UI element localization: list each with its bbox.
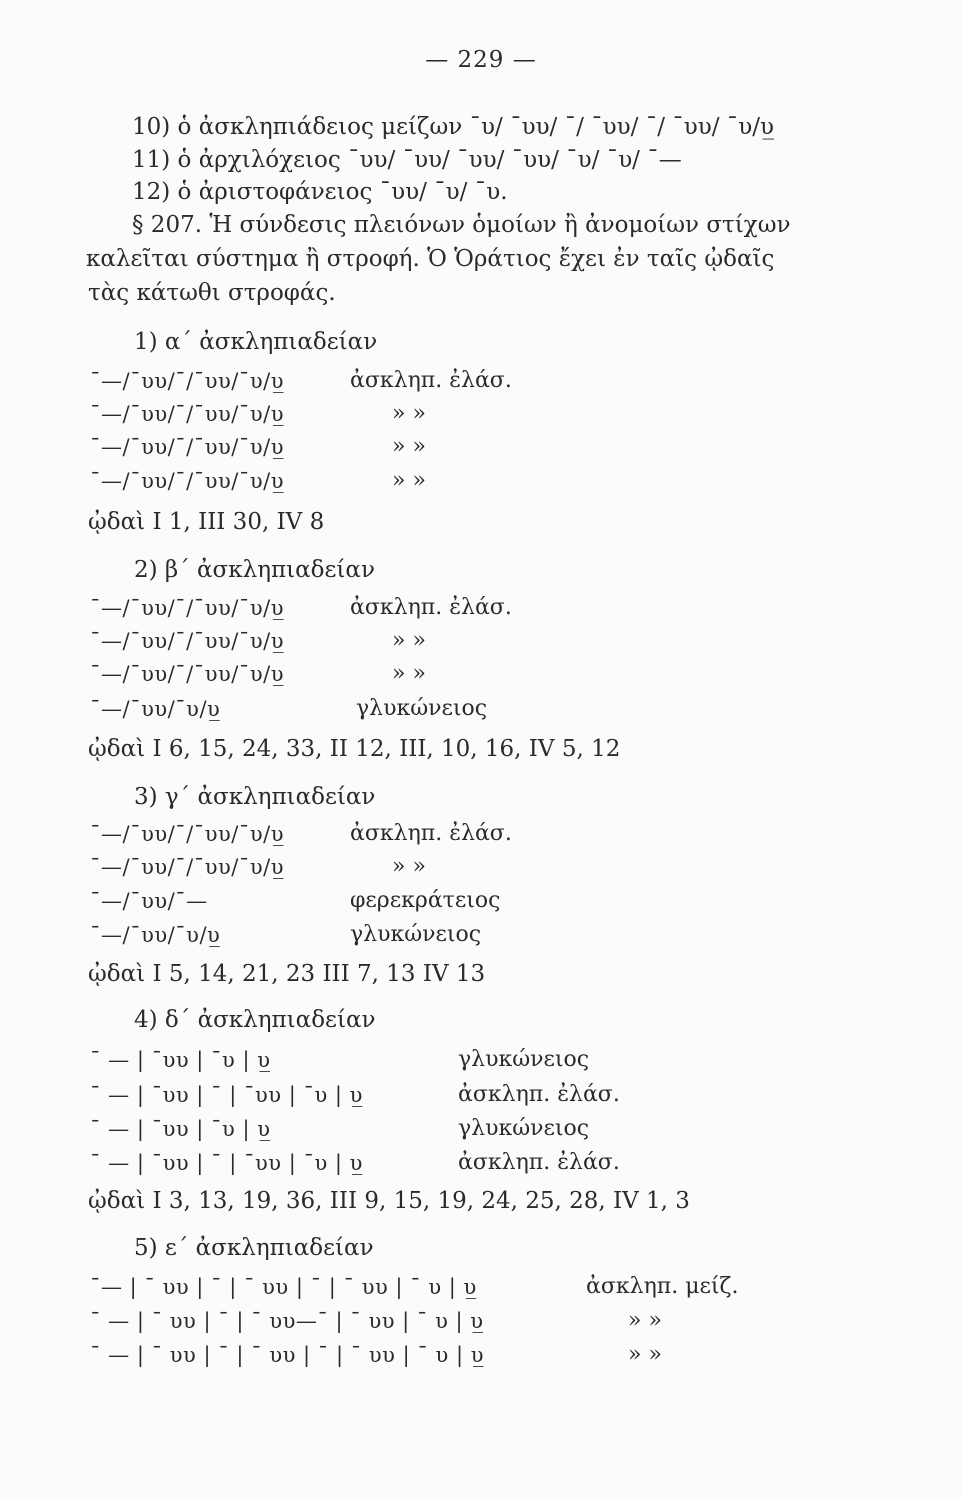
section-2-label-4: γλυκώνειος [356, 696, 488, 721]
section-4-label-4: ἀσκληπ. ἐλάσ. [458, 1150, 620, 1175]
section-2-meter-4: ˉ—/ˉυυ/ˉυ/υ̲ [90, 697, 221, 721]
section-5-meter-3: ˉ — | ˉ υυ | ˉ | ˉ υυ | ˉ | ˉ υυ | ˉ υ | υ̲ [90, 1343, 484, 1367]
section-5-label-1: ἀσκληπ. μείζ. [586, 1274, 739, 1299]
paragraph-207-line-2: καλεῖται σύστημα ἢ στροφή. Ὁ Ὁράτιος ἔχει ἐν ταῖς ᾠδαῖς [86, 246, 775, 272]
section-1-label-2: » » [392, 401, 426, 426]
section-1-label-4: » » [392, 468, 426, 493]
intro-line-11: 11) ὁ ἀρχιλόχειος ˉυυ/ ˉυυ/ ˉυυ/ ˉυυ/ ˉυ/ ˉυ/ ˉ— [132, 147, 682, 173]
section-1-heading: 1) α΄ ἀσκληπιαδείαν [134, 329, 378, 355]
section-2-meter-2: ˉ—/ˉυυ/ˉ/ˉυυ/ˉυ/υ̲ [90, 629, 284, 653]
page-number: — 229 — [425, 47, 537, 73]
section-1-meter-4: ˉ—/ˉυυ/ˉ/ˉυυ/ˉυ/υ̲ [90, 469, 284, 493]
section-2-meter-1: ˉ—/ˉυυ/ˉ/ˉυυ/ˉυ/υ̲ [90, 596, 284, 620]
section-4-meter-4: ˉ — | ˉυυ | ˉ | ˉυυ | ˉυ | υ̲ [90, 1151, 363, 1175]
section-4-odes: ᾠδαὶ I 3, 13, 19, 36, III 9, 15, 19, 24, 25, 28, IV 1, 3 [88, 1188, 690, 1214]
section-1-label-1: ἀσκληπ. ἐλάσ. [350, 368, 512, 393]
section-3-meter-1: ˉ—/ˉυυ/ˉ/ˉυυ/ˉυ/υ̲ [90, 822, 284, 846]
section-3-label-4: γλυκώνειος [350, 922, 482, 947]
section-1-meter-2: ˉ—/ˉυυ/ˉ/ˉυυ/ˉυ/υ̲ [90, 402, 284, 426]
section-5-label-2: » » [628, 1308, 662, 1333]
section-3-heading: 3) γ΄ ἀσκληπιαδείαν [134, 784, 376, 810]
section-5-meter-2: ˉ — | ˉ υυ | ˉ | ˉ υυ—ˉ | ˉ υυ | ˉ υ | υ̲ [90, 1309, 484, 1333]
section-2-heading: 2) β΄ ἀσκληπιαδείαν [134, 557, 375, 583]
section-4-label-2: ἀσκληπ. ἐλάσ. [458, 1082, 620, 1107]
section-4-meter-3: ˉ — | ˉυυ | ˉυ | υ̲ [90, 1117, 271, 1141]
section-4-label-1: γλυκώνειος [458, 1047, 590, 1072]
section-4-meter-2: ˉ — | ˉυυ | ˉ | ˉυυ | ˉυ | υ̲ [90, 1083, 363, 1107]
paragraph-207-line-1: § 207. Ἡ σύνδεσις πλειόνων ὁμοίων ἢ ἀνομοίων στίχων [132, 212, 791, 238]
section-3-label-3: φερεκράτειος [350, 888, 501, 913]
section-1-label-3: » » [392, 434, 426, 459]
section-3-meter-3: ˉ—/ˉυυ/ˉ— [90, 889, 208, 913]
section-4-meter-1: ˉ — | ˉυυ | ˉυ | υ̲ [90, 1048, 271, 1072]
section-2-label-1: ἀσκληπ. ἐλάσ. [350, 595, 512, 620]
section-4-heading: 4) δ΄ ἀσκληπιαδείαν [134, 1007, 376, 1033]
section-3-label-2: » » [392, 854, 426, 879]
section-2-meter-3: ˉ—/ˉυυ/ˉ/ˉυυ/ˉυ/υ̲ [90, 662, 284, 686]
section-2-label-3: » » [392, 661, 426, 686]
intro-line-10: 10) ὁ ἀσκληπιάδειος μείζων ˉυ/ ˉυυ/ ˉ/ ˉυυ/ ˉ/ ˉυυ/ ˉυ/υ̲ [132, 114, 775, 140]
section-5-label-3: » » [628, 1342, 662, 1367]
section-5-heading: 5) ε΄ ἀσκληπιαδείαν [134, 1235, 374, 1261]
intro-line-12: 12) ὁ ἀριστοφάνειος ˉυυ/ ˉυ/ ˉυ. [132, 179, 508, 205]
section-1-odes: ᾠδαὶ I 1, III 30, IV 8 [88, 509, 325, 535]
section-3-odes: ᾠδαὶ I 5, 14, 21, 23 III 7, 13 IV 13 [88, 961, 486, 987]
section-2-label-2: » » [392, 628, 426, 653]
section-3-meter-4: ˉ—/ˉυυ/ˉυ/υ̲ [90, 923, 221, 947]
section-2-odes: ᾠδαὶ I 6, 15, 24, 33, II 12, III, 10, 16, IV 5, 12 [88, 736, 621, 762]
section-5-meter-1: ˉ— | ˉ υυ | ˉ | ˉ υυ | ˉ | ˉ υυ | ˉ υ | υ̲ [90, 1275, 477, 1299]
section-3-label-1: ἀσκληπ. ἐλάσ. [350, 821, 512, 846]
section-1-meter-1: ˉ—/ˉυυ/ˉ/ˉυυ/ˉυ/υ̲ [90, 369, 284, 393]
section-3-meter-2: ˉ—/ˉυυ/ˉ/ˉυυ/ˉυ/υ̲ [90, 855, 284, 879]
section-1-meter-3: ˉ—/ˉυυ/ˉ/ˉυυ/ˉυ/υ̲ [90, 435, 284, 459]
section-4-label-3: γλυκώνειος [458, 1116, 590, 1141]
paragraph-207-line-3: τὰς κάτωθι στροφάς. [88, 280, 336, 306]
